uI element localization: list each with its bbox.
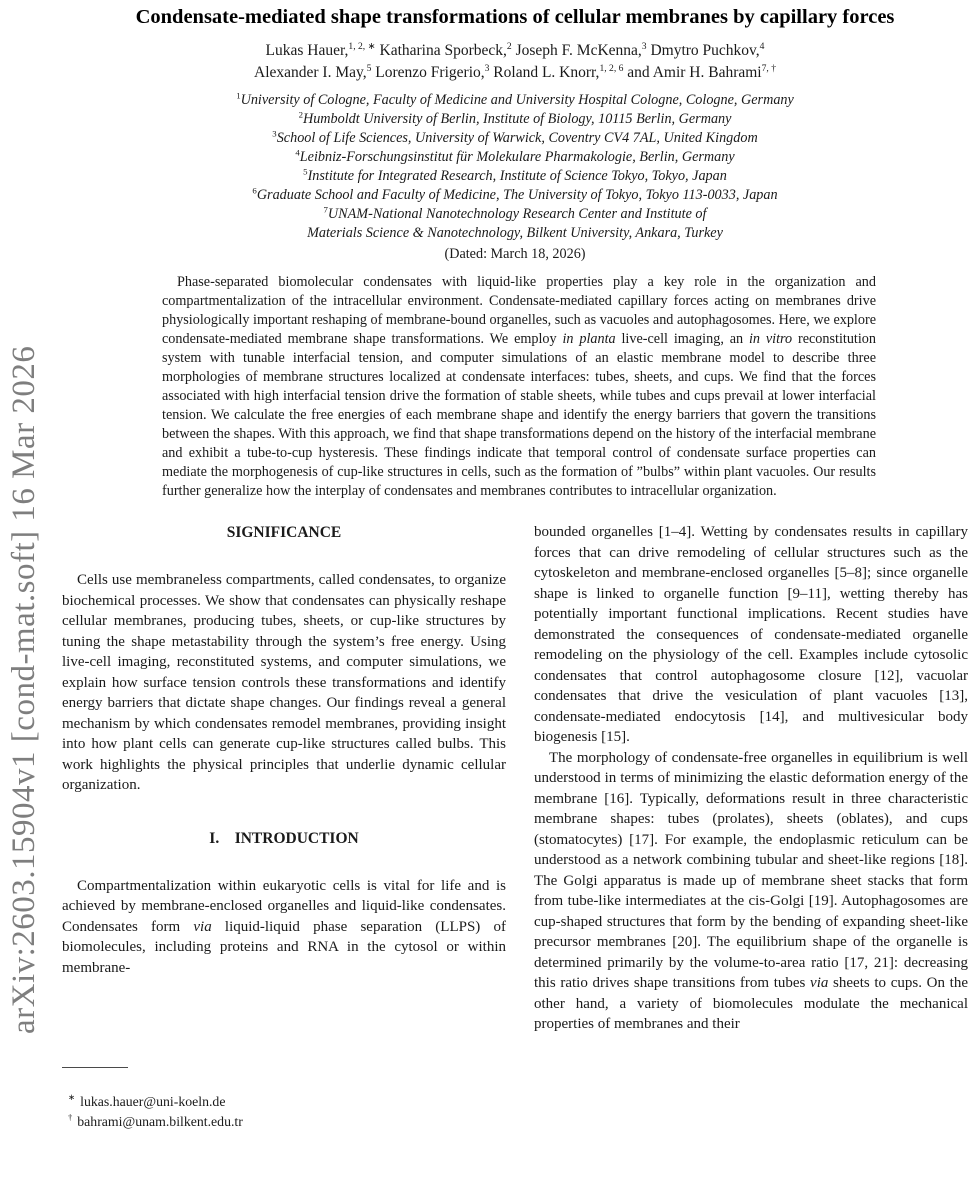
footnote-block [62, 1067, 506, 1132]
body-paragraph: bounded organelles [1–4]. Wetting by condensates results in capillary forces that can drive remodeling of cellular structures such as the cytoskeleton and membrane-enclosed organelles [5–8]; since organelle shape is linked to organelle function [9–11], wetting thereby has potentially important functional implications. Recent studies have demonstrated the consequences of condensate-mediated organelle remodeling on the physiology of the cell. Examples include cytosolic condensates that control autophagosome closure [12], vacuolar condensates that drive the vesiculation of plant vacuoles [13], condensate-mediated endocytosis [14], and multivesicular body biogenesis [15]. [534, 524, 968, 745]
affiliation-line: $^7$UNAM-National Nanotechnology Research Center and Institute of [323, 204, 707, 222]
affiliation-line: $^5$Institute for Integrated Research, Institute of Science Tokyo, Tokyo, Japan [303, 166, 727, 184]
affiliation-line: $^2$Humboldt University of Berlin, Institute of Biology, 10115 Berlin, Germany [298, 109, 732, 127]
footnote-item: ∗ lukas.hauer@uni-koeln.de [68, 1092, 226, 1109]
author-line: Lukas Hauer,$^{1, 2, ∗}$ Katharina Sporbeck,$^2$ Joseph F. McKenna,$^3$ Dmytro Puchkov,$^4$ [265, 40, 765, 59]
author-block [62, 40, 968, 84]
introduction-paragraph: Compartmentalization within eukaryotic cells is vital for life and is achieved by membrane-enclosed organelles and liquid-like condensates. Condensates form via liquid-liquid phase separation (LLPS) of biomolecules, including proteins and RNA in the cytosol or within membrane- [62, 877, 506, 976]
abstract-text: Phase-separated biomolecular condensates with liquid-like properties play a key role in the organization and compartmentalization of the intracellular environment. Condensate-mediated capillary forces acting on membranes drive physiologically important reshaping of membrane-bound organelles, such as vacuoles and autophagosomes. Here, we explore condensate-mediated membrane shape transformations. We employ in planta live-cell imaging, an in vitro reconstitution system with tunable interfacial tension, and computer simulations of an elastic membrane model to describe three morphologies of membrane structures localized at condensate interfaces: tubes, sheets, and cups. We find that the forces associated with high interfacial tension drive the formation of stable sheets, while tubes and cups prevail at lower interfacial tension. We calculate the free energies of each membrane shape and identify the energy barriers that govern the transitions between the shapes. With this approach, we find that shape transformations depend on the history of the interfacial membrane and exhibit a tube-to-cup hysteresis. These findings indicate that temporal control of condensate surface properties can mediate the morphogenesis of cup-like structures in cells, such as the formation of ”bulbs” within plant vacuoles. Our results further generalize how the interplay of condensates and membranes contributes to intracellular organization. [162, 274, 876, 499]
paper-title: Condensate-mediated shape transformations of cellular membranes by capillary forces [135, 6, 895, 28]
author-line: Alexander I. May,$^5$ Lorenzo Frigerio,$^3$ Roland L. Knorr,$^{1, 2, 6}$ and Amir H. Bahrami$^{7, \dagger}$ [254, 62, 776, 81]
affiliation-line: Materials Science & Nanotechnology, Bilkent University, Ankara, Turkey [307, 225, 723, 241]
affiliations [62, 91, 968, 243]
paper-content [62, 0, 968, 1134]
footnote-list [62, 1092, 506, 1132]
significance-paragraph: Cells use membraneless compartments, called condensates, to organize biochemical processes. We show that condensates can physically reshape cellular membranes, producing tubes, sheets, or cup-like structures by tuning the shape metastability through the system’s free energy. Using live-cell imaging, reconstituted systems, and computer simulations, we explain how surface tension controls these transformations and identify energy barriers that dictate shape changes. Our findings reveal a general mechanism by which condensates remodel membranes, providing insight into how plant cells can generate cup-like structures called bulbs. This work highlights the physical principles that underlie dynamic cellular organization. [62, 572, 506, 793]
affiliation-line: $^1$University of Cologne, Faculty of Medicine and University Hospital Cologne, Cologne, Germany [236, 90, 794, 108]
footnote-marker: ∗ [68, 1092, 76, 1103]
two-column-body [62, 522, 968, 1134]
dated-line: (Dated: March 18, 2026) [444, 246, 586, 262]
footnote-rule [62, 1067, 128, 1068]
left-column [62, 522, 506, 1134]
introduction-heading: I. INTRODUCTION [209, 829, 359, 847]
footnote-item: † bahrami@unam.bilkent.edu.tr [68, 1112, 243, 1129]
body-paragraph: The morphology of condensate-free organelles in equilibrium is well understood in terms of minimizing the elastic deformation energy of the membrane [16]. Typically, deformations result in three characteristic membrane shapes: tubes (prolates), sheets (oblates), and cups (stomatocytes) [17]. For example, the endoplasmic reticulum can be understood as a network combining tubular and sheet-like regions [18]. The Golgi apparatus is made up of membrane sheet stacks that form from tube-like intermediates at the cis-Golgi [19]. Autophagosomes are cup-shaped structures that form by the bending of expanding sheet-like precursor membranes [20]. The equilibrium shape of the organelle is determined primarily by the volume-to-area ratio [17, 21]: decreasing this ratio drives shape transitions from tubes via sheets to cups. On the other hand, a variety of biomolecules modulate the mechanical properties of membranes and their [534, 749, 968, 1032]
affiliation-line: $^6$Graduate School and Faculty of Medicine, The University of Tokyo, Tokyo 113-0033, Japan [252, 185, 778, 203]
affiliation-line: $^4$Leibniz-Forschungsinstitut für Molekulare Pharmakologie, Berlin, Germany [295, 147, 735, 165]
footnote-marker: † [68, 1112, 73, 1123]
affiliation-line: $^3$School of Life Sciences, University of Warwick, Coventry CV4 7AL, United Kingdom [272, 128, 758, 146]
right-column [534, 522, 968, 1134]
arxiv-watermark: arXiv:2603.15904v1 [cond-mat.soft] 16 Mar 2026 [6, 345, 42, 1034]
significance-heading: SIGNIFICANCE [226, 524, 342, 541]
